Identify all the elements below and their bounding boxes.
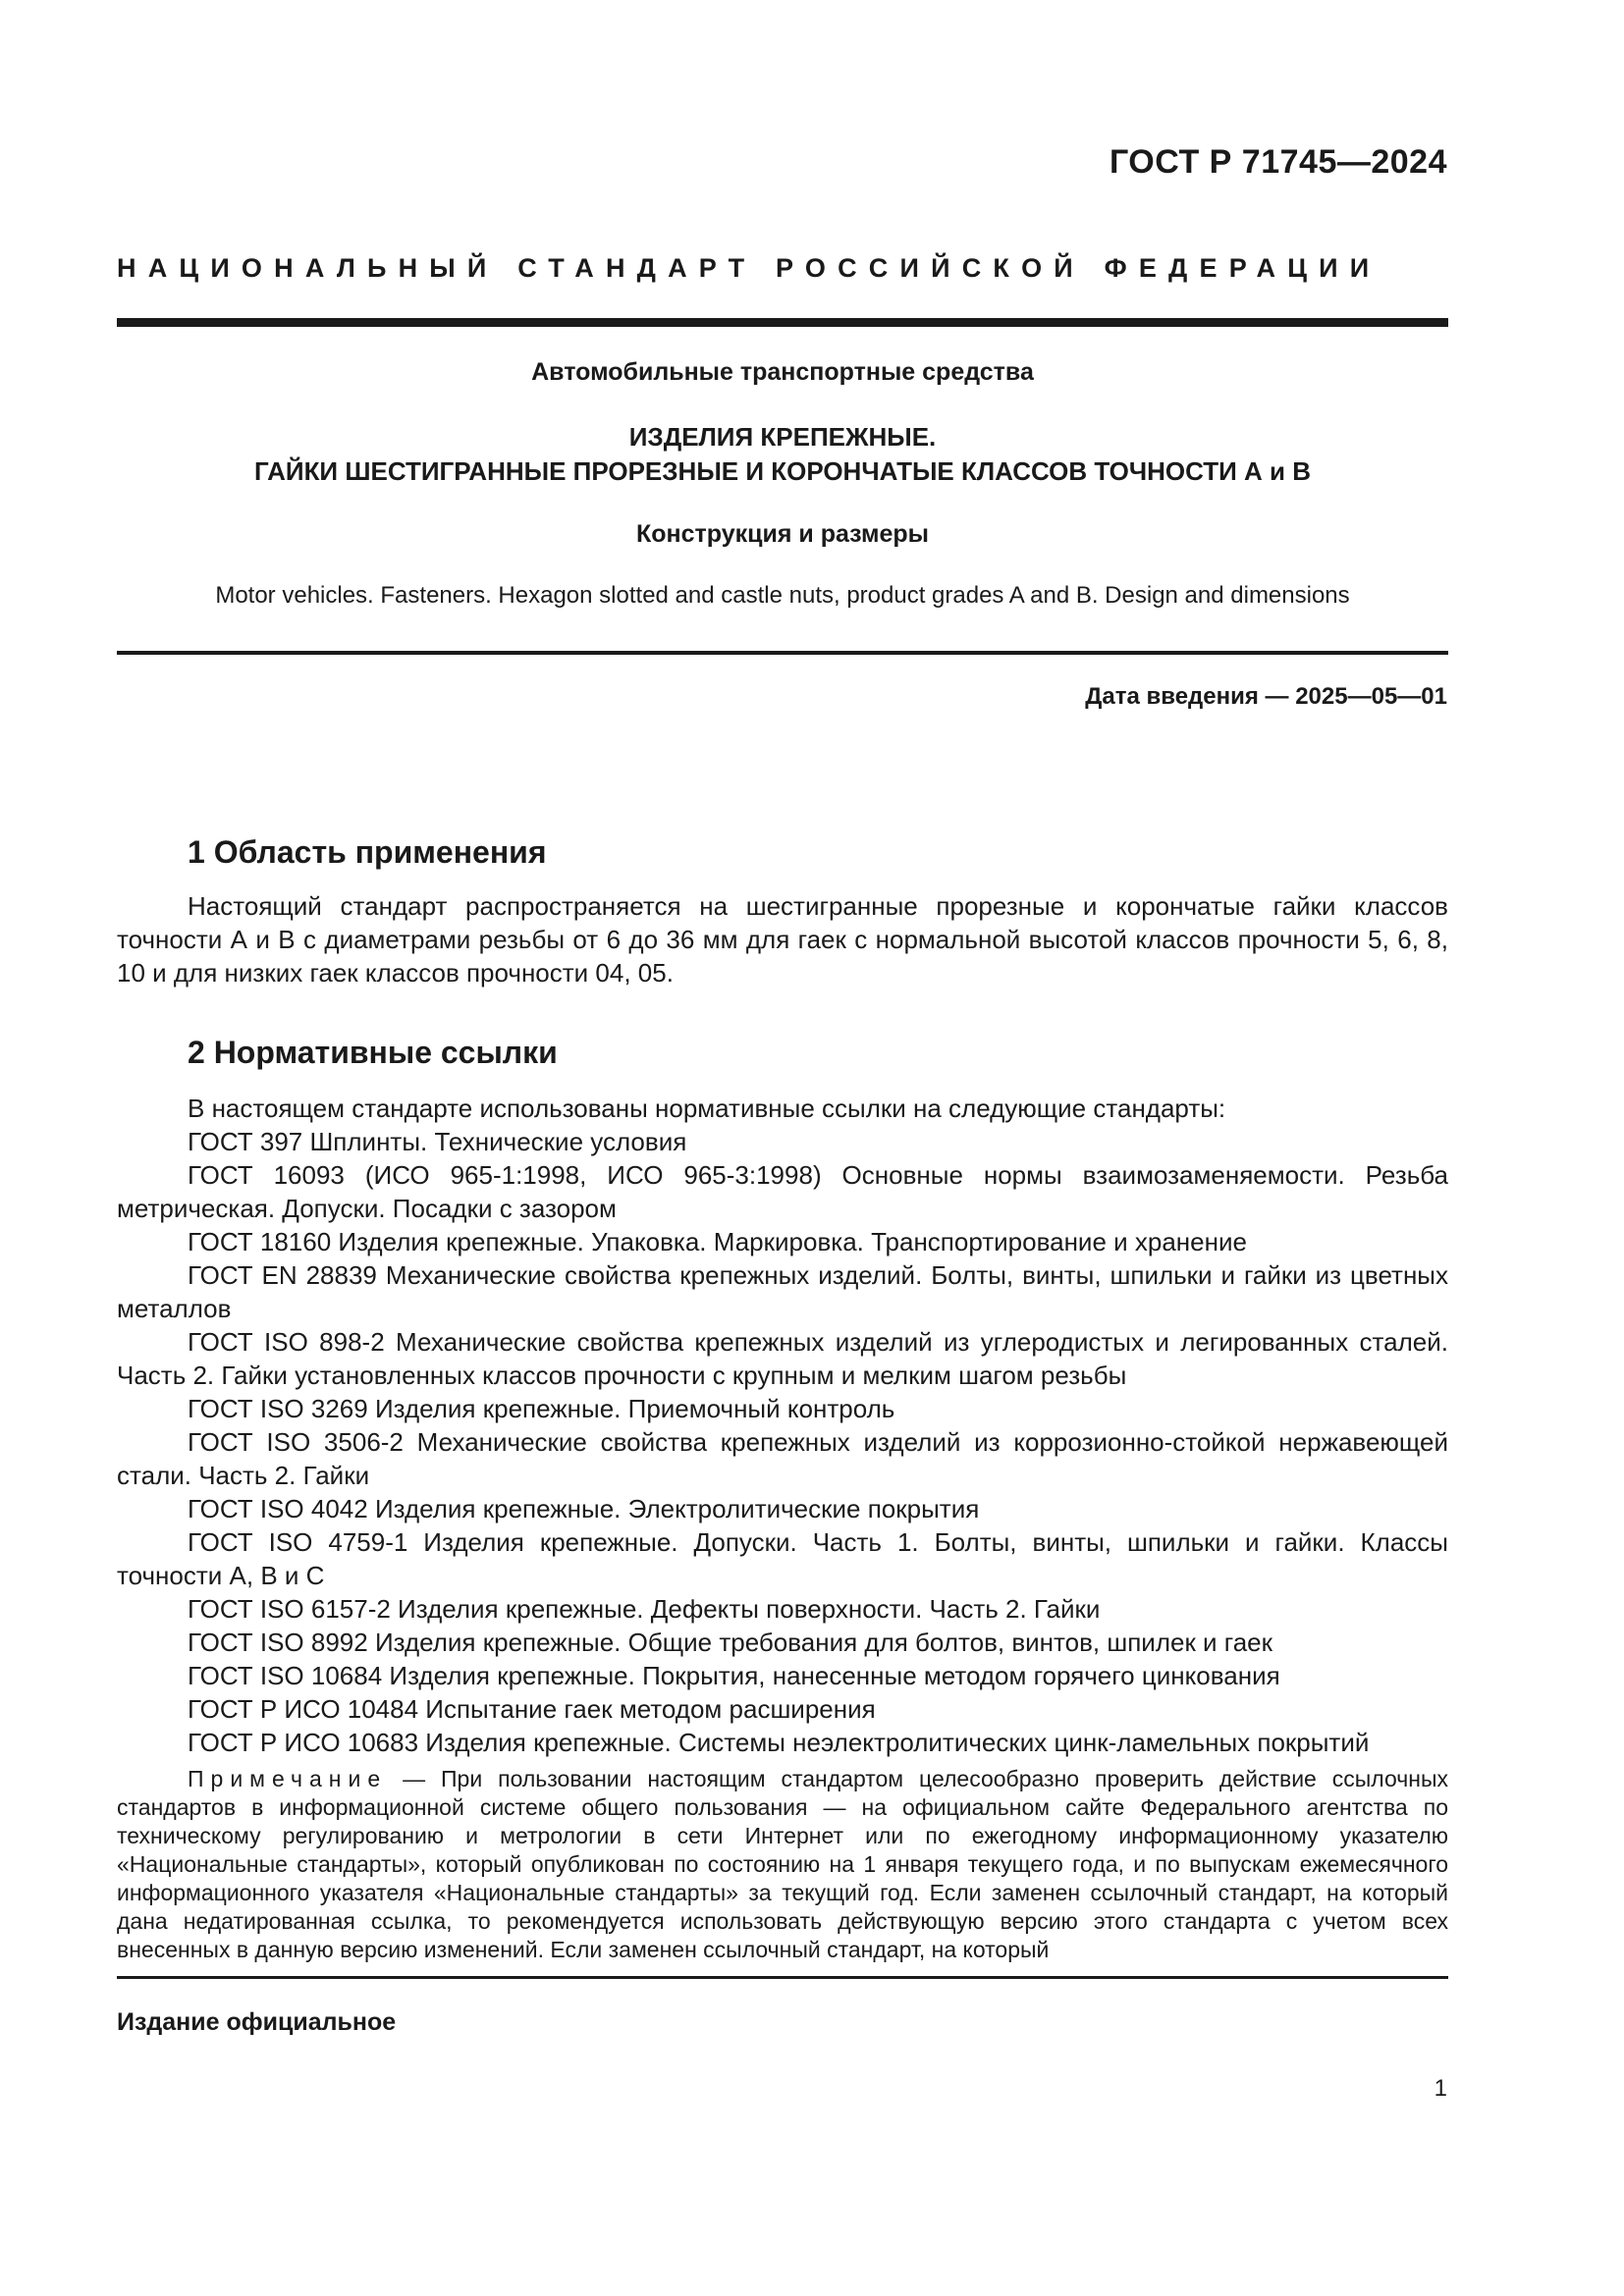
page-number: 1 bbox=[1434, 2075, 1447, 2102]
section-1-heading: 1 Область применения bbox=[188, 834, 547, 870]
title-line-1: ИЗДЕЛИЯ КРЕПЕЖНЫЕ. bbox=[628, 422, 937, 452]
reference-item: ГОСТ ISO 3269 Изделия крепежные. Приемочный контроль bbox=[188, 1394, 895, 1423]
note-text: — При пользовании настоящим стандартом целесообразно проверить действие ссылочных стандартов в информационной системе общего пользования — на официальном сайте Федерального агентства по техническому регулированию и метрологии в сети Интернет или по ежегодному информационному указателю «Национальные стандарты», который опубликован по состоянию на 1 января текущего года, и по выпускам ежемесячного информационного указателя «Национальные стандарты» за текущий год. Если заменен ссылочный стандарт, на который дана недатированная ссылка, то рекомендуется использовать действующую версию этого стандарта с учетом всех внесенных в данную версию изменений. Если заменен ссылочный стандарт, на который bbox=[117, 1766, 1448, 1962]
section-2-heading: 2 Нормативные ссылки bbox=[188, 1035, 558, 1070]
references-note bbox=[117, 1765, 1448, 1964]
reference-item: ГОСТ ISO 10684 Изделия крепежные. Покрытия, нанесенные методом горячего цинкования bbox=[188, 1661, 1280, 1690]
footer-rule bbox=[117, 1976, 1448, 1979]
introduction-date: Дата введения — 2025—05—01 bbox=[1085, 683, 1447, 710]
document-title bbox=[117, 420, 1448, 489]
reference-item: ГОСТ 16093 (ИСО 965-1:1998, ИСО 965-3:1998) Основные нормы взаимозаменяемости. Резьба метрическая. Допуски. Посадки с зазором bbox=[117, 1160, 1448, 1223]
reference-item: ГОСТ 397 Шплинты. Технические условия bbox=[188, 1127, 687, 1156]
reference-item: ГОСТ Р ИСО 10683 Изделия крепежные. Системы неэлектролитических цинк-ламельных покрытий bbox=[188, 1728, 1370, 1757]
title-line-2: ГАЙКИ ШЕСТИГРАННЫЕ ПРОРЕЗНЫЕ И КОРОНЧАТЫЕ КЛАССОВ ТОЧНОСТИ А и В bbox=[254, 456, 1311, 486]
reference-item: ГОСТ Р ИСО 10484 Испытание гаек методом расширения bbox=[188, 1694, 876, 1724]
reference-item: ГОСТ ISO 898-2 Механические свойства крепежных изделий из углеродистых и легированных сталей. Часть 2. Гайки установленных классов прочности с крупным и мелким шагом резьбы bbox=[117, 1327, 1448, 1390]
reference-item: ГОСТ ISO 4042 Изделия крепежные. Электролитические покрытия bbox=[188, 1494, 980, 1523]
reference-item: ГОСТ ISO 4759-1 Изделия крепежные. Допуски. Часть 1. Болты, винты, шпильки и гайки. Классы точности А, В и С bbox=[117, 1527, 1448, 1590]
note-label: Примечание bbox=[188, 1766, 388, 1791]
normative-references-list bbox=[117, 1125, 1448, 1759]
national-standard-line: НАЦИОНАЛЬНЫЙ СТАНДАРТ РОССИЙСКОЙ ФЕДЕРАЦИИ bbox=[117, 253, 1381, 283]
header-rule bbox=[117, 318, 1448, 327]
reference-item: ГОСТ ISO 6157-2 Изделия крепежные. Дефекты поверхности. Часть 2. Гайки bbox=[188, 1594, 1101, 1624]
standard-number: ГОСТ Р 71745—2024 bbox=[1109, 143, 1447, 181]
reference-item: ГОСТ ISO 3506-2 Механические свойства крепежных изделий из коррозионно-стойкой нержавеющей стали. Часть 2. Гайки bbox=[117, 1427, 1448, 1490]
reference-item: ГОСТ EN 28839 Механические свойства крепежных изделий. Болты, винты, шпильки и гайки из цветных металлов bbox=[117, 1260, 1448, 1323]
subject-heading: Автомобильные транспортные средства bbox=[531, 358, 1034, 386]
section-1-text: Настоящий стандарт распространяется на шестигранные прорезные и корончатые гайки классов точности А и В с диаметрами резьбы от 6 до 36 мм для гаек с нормальной высотой классов прочности 5, 6, 8, 10 и для низких гаек классов прочности 04, 05. bbox=[117, 891, 1448, 988]
title-rule bbox=[117, 651, 1448, 655]
section-2-lead: В настоящем стандарте использованы нормативные ссылки на следующие стандарты: bbox=[188, 1094, 1226, 1123]
reference-item: ГОСТ ISO 8992 Изделия крепежные. Общие требования для болтов, винтов, шпилек и гаек bbox=[188, 1628, 1272, 1657]
english-title: Motor vehicles. Fasteners. Hexagon slotted and castle nuts, product grades A and B. Design and dimensions bbox=[215, 582, 1350, 609]
official-edition-label: Издание официальное bbox=[117, 2008, 397, 2036]
reference-item: ГОСТ 18160 Изделия крепежные. Упаковка. Маркировка. Транспортирование и хранение bbox=[188, 1227, 1247, 1256]
design-subtitle: Конструкция и размеры bbox=[635, 520, 930, 548]
